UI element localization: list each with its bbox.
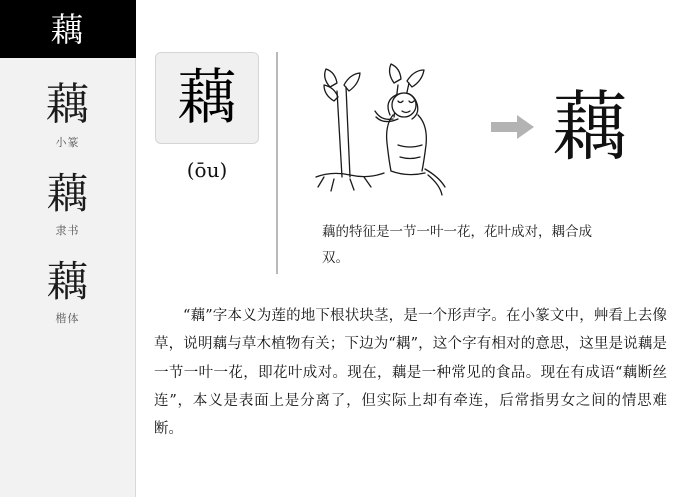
script-evolution-sidebar (0, 0, 136, 497)
clerical-script-label: 隶书 (55, 224, 80, 238)
character-card (155, 52, 259, 144)
sidebar-item-clerical-script (0, 169, 136, 238)
seal-script-label: 小篆 (55, 136, 80, 150)
main-character: 藕 (177, 63, 237, 133)
entry-main-content (136, 0, 689, 497)
lotus-person-drawing (294, 57, 484, 197)
regular-script-label: 楷体 (55, 312, 80, 326)
regular-script-glyph: 藕 (46, 257, 89, 307)
transformation-arrow (484, 114, 542, 140)
seal-script-glyph: 藕 (45, 79, 90, 130)
illustration-row (294, 56, 679, 198)
seal-script-large-glyph: 藕 (552, 82, 628, 171)
seal-script-illustration (542, 82, 628, 171)
illustration-caption: 藕的特征是一节一叶一花，花叶成对，耦合成双。 (322, 224, 592, 266)
headword-banner (0, 0, 136, 58)
sidebar-item-seal-script (0, 79, 136, 150)
illustration-block (276, 52, 689, 274)
clerical-script-glyph: 藕 (46, 169, 89, 219)
entry-header-row (136, 0, 689, 274)
headword-character: 藕 (50, 9, 85, 49)
etymology-explanation: “藕”字本义为莲的地下根状块茎，是一个形声字。在小篆文中，艸看上去像草，说明藕与草木植物有关；下边为“耦”，这个字有相对的意思，这里是说藕是一节一叶一花，即花叶成对。现在，藕是一种常见的食品。现在有成语“藕断丝连”，本义是表面上是分离了，但实际上却有牵连，后常指男女之间的情思难断。 (154, 308, 667, 438)
sidebar-item-regular-script (0, 257, 136, 326)
pinyin-reading: (ōu) (186, 158, 228, 182)
character-block (136, 52, 264, 182)
